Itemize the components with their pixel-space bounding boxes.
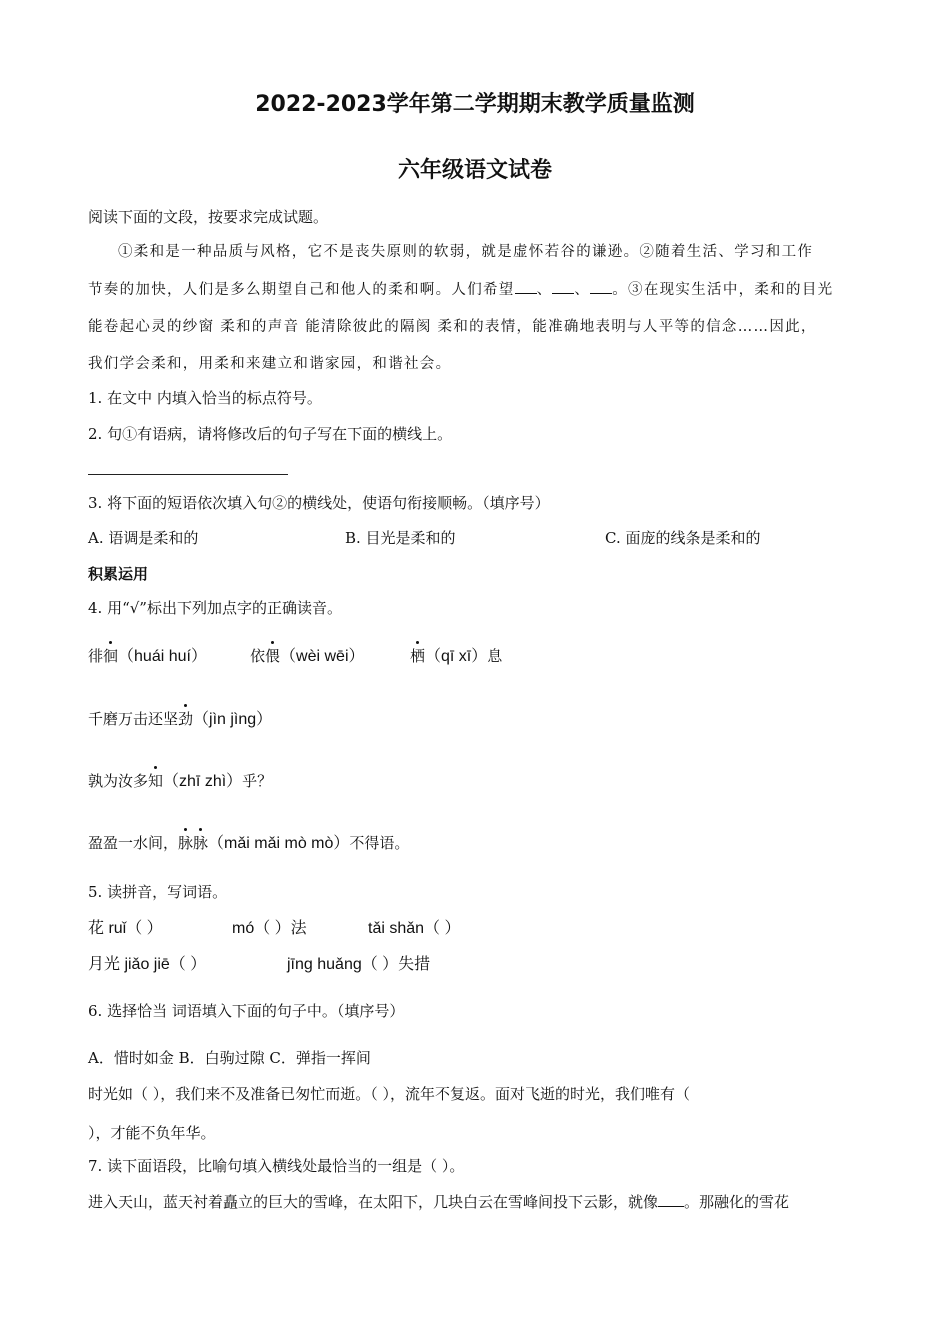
word-item-3[interactable]: tǎi shǎn（ ） (368, 920, 461, 937)
dotted-char: 脉 (193, 834, 209, 852)
answer-blank[interactable] (552, 281, 574, 294)
option-b: B. 目光是柔和的 (345, 529, 456, 547)
q6-sentence-line-1[interactable]: 时光如（ ），我们来不及准备已匆忙而逝。（ ），流年不复返。面对飞逝的时光，我们唯有（ (88, 1085, 691, 1103)
question-5: 5. 读拼音，写词语。 (88, 883, 228, 901)
passage-line-2-end: 。③在现实生活中，柔和的目光 (612, 282, 834, 298)
answer-blank[interactable] (658, 1194, 684, 1207)
pinyin-item-1 (88, 643, 207, 666)
question-3: 3. 将下面的短语依次填入句②的横线处，使语句衔接顺畅。（填序号） (88, 494, 550, 512)
separator: 、 (536, 282, 553, 298)
pinyin-item-4 (88, 706, 272, 729)
passage-line-2 (88, 278, 833, 299)
word-item-5[interactable]: jīng huǎng（ ）失措 (287, 956, 431, 973)
question-4: 4. 用“√”标出下列加点字的正确读音。 (88, 599, 342, 617)
answer-blank[interactable] (590, 281, 612, 294)
reading-instruction: 阅读下面的文段，按要求完成试题。 (88, 208, 329, 226)
pinyin-options[interactable]: （mǎi mǎi mò mò） (208, 835, 350, 852)
q6-sentence-line-2[interactable]: ），才能不负年华。 (88, 1124, 216, 1142)
passage-line-1: ①柔和是一种品质与风格，它不是丧失原则的软弱，就是虚怀若谷的谦逊。②随着生活、学习和工作 (118, 244, 814, 260)
pinyin-item-3 (410, 643, 502, 666)
pinyin-options[interactable]: （qī xī） (425, 648, 488, 665)
q6-options: A．惜时如金 B．白驹过隙 C．弹指一挥间 (88, 1049, 371, 1067)
q7-passage-line (88, 1191, 789, 1212)
phrase: 盈盈一水间， (88, 834, 179, 852)
passage-line-4: 我们学会柔和，用柔和来建立和谐家园，和谐社会。 (88, 356, 452, 372)
phrase-end: 乎？ (242, 772, 273, 790)
word-item-4[interactable]: 月光 jiǎo jiē（ ） (88, 956, 207, 973)
char: 依 (250, 647, 266, 665)
dotted-char: 知 (148, 772, 164, 790)
question-7: 7. 读下面语段，比喻句填入横线处最恰当的一组是（ ）。 (88, 1157, 465, 1175)
dotted-char: 徊 (103, 647, 119, 665)
dotted-char: 偎 (265, 647, 281, 665)
exam-subtitle: 六年级语文试卷 (397, 158, 552, 183)
pinyin-item-2 (250, 643, 365, 666)
option-a: A. 语调是柔和的 (88, 529, 199, 547)
word-item-2[interactable]: mó（ ）法 (232, 920, 307, 937)
passage-line-3: 能卷起心灵的纱窗 柔和的声音 能清除彼此的隔阂 柔和的表情，能准确地表明与人平等的信念……因此， (88, 319, 817, 335)
question-1: 1. 在文中 内填入恰当的标点符号。 (88, 389, 322, 407)
exam-title: 2022-2023学年第二学期期末教学质量监测 (255, 92, 695, 117)
pinyin-options[interactable]: （jìn jìng） (193, 711, 273, 728)
phrase: 千磨万击还坚 (88, 710, 179, 728)
pinyin-options[interactable]: （wèi wēi） (280, 648, 365, 665)
option-c: C. 面庞的线条是柔和的 (605, 529, 761, 547)
dotted-char: 劲 (178, 710, 194, 728)
dotted-char: 栖 (410, 647, 426, 665)
pinyin-item-6 (88, 830, 409, 853)
word-item-1[interactable]: 花 ruǐ（ ） (88, 920, 163, 937)
pinyin-item-5 (88, 768, 272, 791)
q7-passage-text: 进入天山，蓝天衬着矗立的巨大的雪峰，在太阳下，几块白云在雪峰间投下云影，就像 (88, 1193, 659, 1211)
char: 息 (487, 647, 503, 665)
phrase-end: 不得语。 (349, 834, 410, 852)
question-6: 6. 选择恰当 词语填入下面的句子中。（填序号） (88, 1002, 405, 1020)
answer-line[interactable] (88, 474, 288, 475)
separator: 、 (574, 282, 591, 298)
pinyin-options[interactable]: （zhī zhì） (163, 773, 243, 790)
q7-passage-end: 。那融化的雪花 (684, 1193, 790, 1211)
passage-line-2-text: 节奏的加快，人们是多么期望自己和他人的柔和啊。人们希望 (88, 282, 515, 298)
pinyin-options[interactable]: （huái huí） (118, 648, 207, 665)
char: 徘 (88, 647, 104, 665)
answer-blank[interactable] (515, 281, 537, 294)
phrase: 孰为汝多 (88, 772, 149, 790)
section-heading: 积累运用 (88, 565, 149, 583)
question-2: 2. 句①有语病，请将修改后的句子写在下面的横线上。 (88, 425, 453, 443)
dotted-char: 脉 (178, 834, 194, 852)
